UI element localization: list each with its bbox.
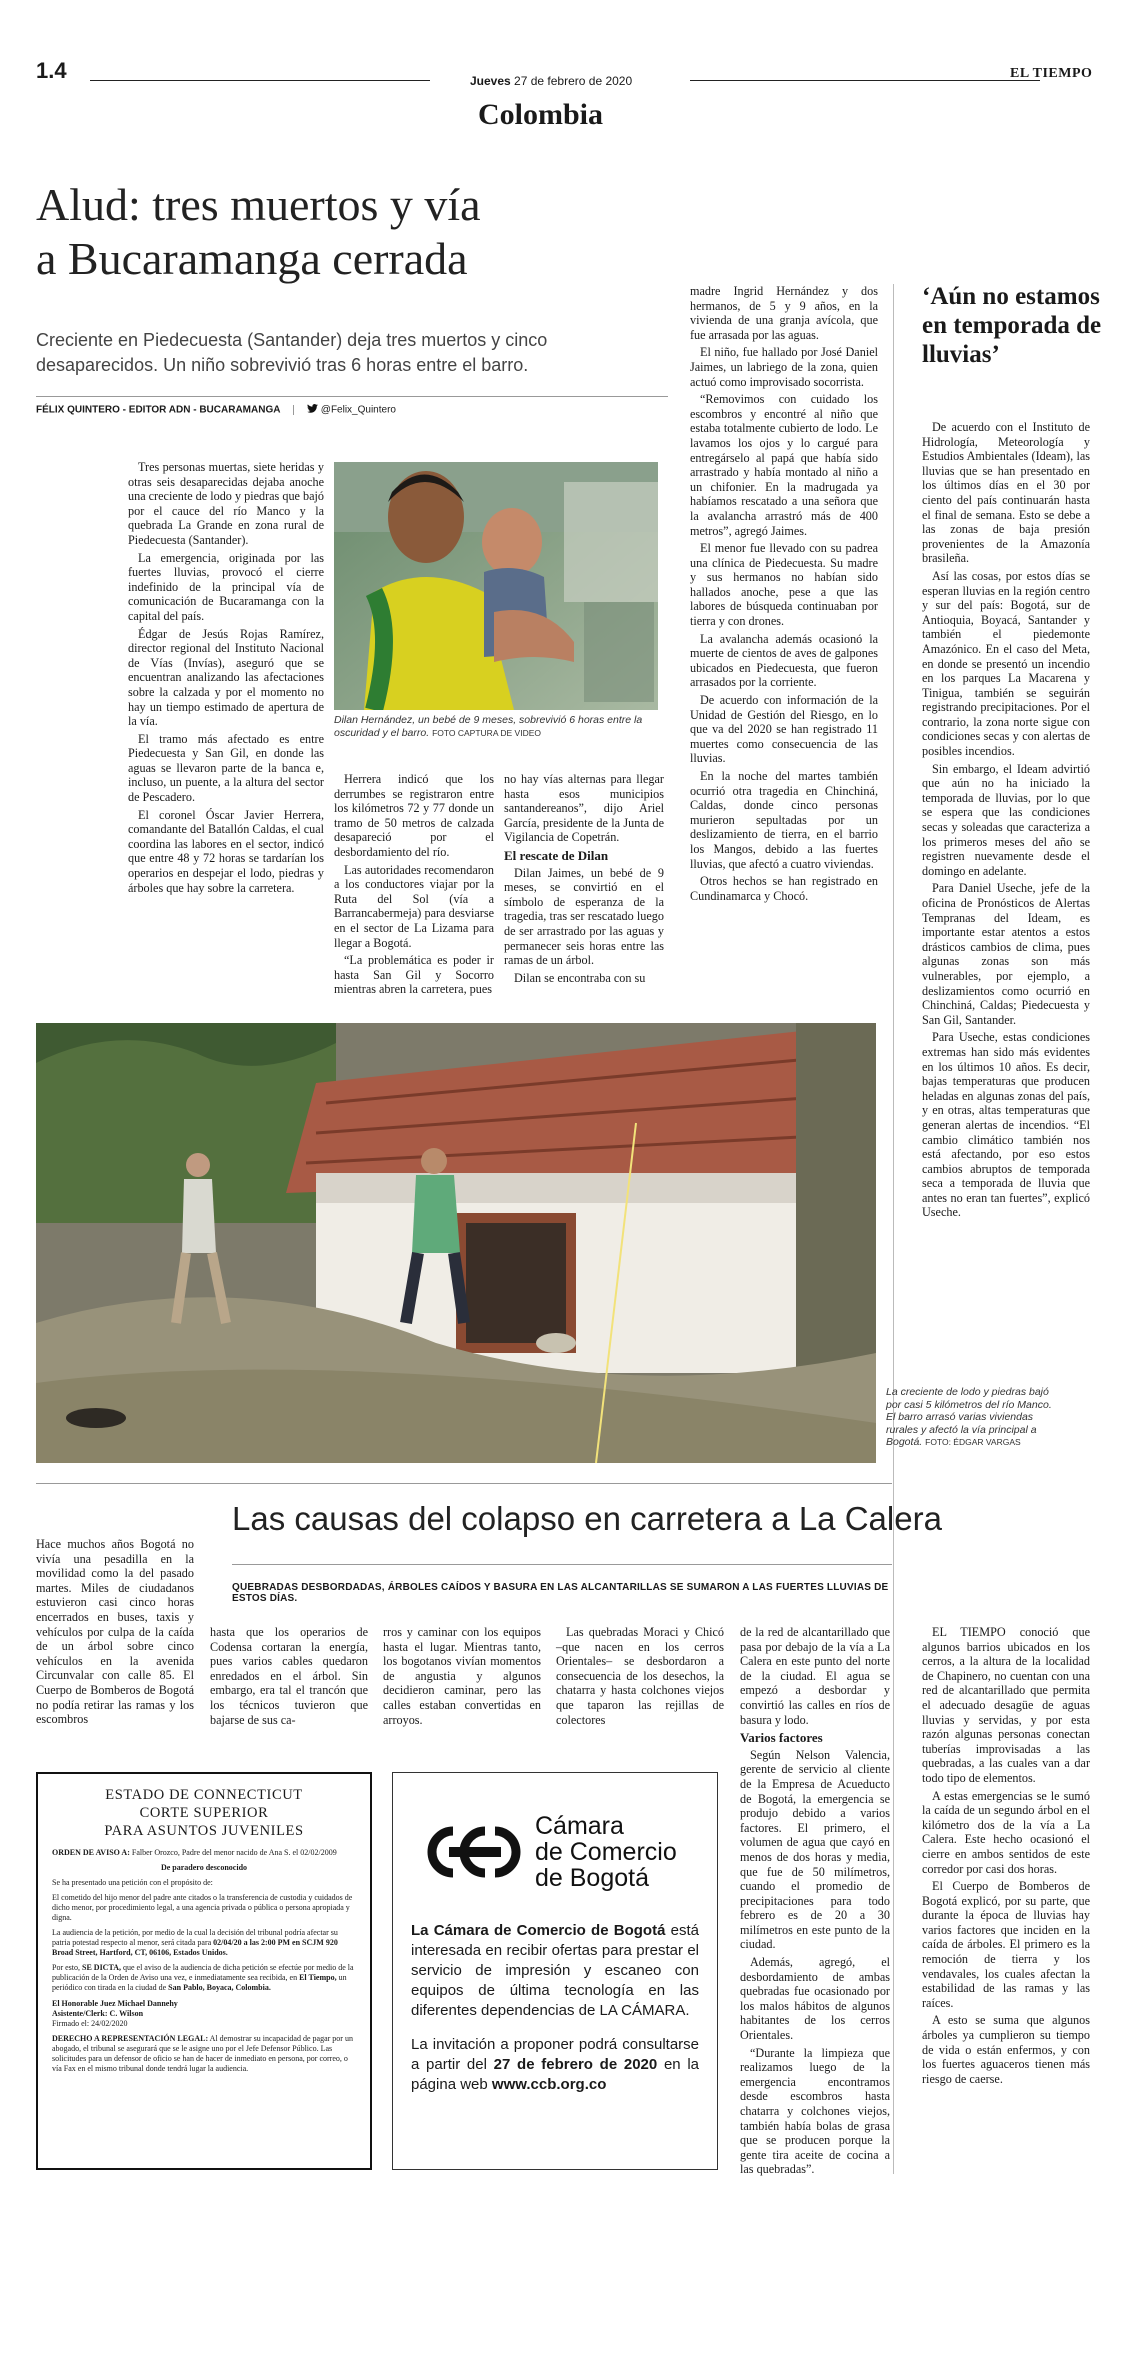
legal-order-label: ORDEN DE AVISO A: xyxy=(52,1848,130,1857)
legal-signatures xyxy=(52,1999,356,2029)
legal-hearing xyxy=(52,1928,356,1958)
legal-text: un periódico con tirada en la ciudad de xyxy=(52,1973,347,1992)
header-rule-left xyxy=(90,80,430,81)
article2-paragraph: de la red de alcantarillado que pasa por debajo de la vía a La Calera en este punto del norte de la ciudad. El agua se empezó a desbordar y convirtió las calles en ríos de basura y lodo. xyxy=(740,1625,890,1727)
legal-rights xyxy=(52,2034,356,2074)
article1-paragraph: El menor fue llevado con su padrea una clínica de Piedecuesta. Su madre y sus hermanos no habían sido hallados anoche, pese a que las labores de búsqueda continuaban por tierra y con drones. xyxy=(690,541,878,629)
article1-paragraph: El coronel Óscar Javier Herrera, comandante del Batallón Caldas, el cual coordina las labores en el sector, indicó que entre 48 y 72 horas se tardarían los operarios en despejar el lodo, piedras y árboles que hay sobre la carretera. xyxy=(128,807,324,895)
headline-line-1: Alud: tres muertos y vía xyxy=(36,179,481,230)
article2-paragraph: hasta que los operarios de Codensa cortaran la energía, pues varios cables quedaron enredados en el árbol. Sin embargo, era tal el trancón que los técnicos tuvieron que bajarse de sus ca- xyxy=(210,1625,368,1727)
article2-paragraph: Según Nelson Valencia, gerente de servicio al cliente de la Empresa de Acueducto de Bogotá, la emergencia se produjo debido a varios factores. El primero, el volumen de agua que cayó en menos de dos horas y media, que fue de 50 milímetros, cuando el promedio de precipitaciones para todo febrero es de 20 a 30 milímetros en este punto de la ciudad. xyxy=(740,1747,890,1952)
sidebar-title: ‘Aún no estamos en temporada de lluvias’ xyxy=(922,283,1102,368)
legal-order xyxy=(52,1848,356,1858)
ccb-logo-line: de Bogotá xyxy=(535,1864,649,1892)
twitter-icon xyxy=(307,404,318,416)
sidebar-paragraph: Para Useche, estas condiciones extremas han sido más evidentes en los últimos 10 años. Es decir, bajas temperaturas que producen heladas en algunas zonas del país, y en otras, altas temperaturas que generan alertas de incendios. “El cambio climático también nos está afectando, por eso estos cambios abruptos de temporada seca a temporada de lluvia que antes no eran tan fuertes”, explicó Useche. xyxy=(922,1030,1090,1220)
article2-headline-rule xyxy=(232,1564,892,1565)
ccb-body-bold: La Cámara de Comercio de Bogotá xyxy=(411,1922,666,1939)
article1-column-1 xyxy=(128,460,324,898)
article2-paragraph: Hace muchos años Bogotá no vivía una pesadilla en la movilidad como la del pasado martes. Miles de ciudadanos estuvieron casi cinco horas encerrados en buses, taxis y vehículos por culpa de la caída de un árbol sobre cinco vehículos en la avenida Circunvalar con calle 85. El Cuerpo de Bomberos de Bogotá no podía retirar las ramas y los escombros xyxy=(36,1537,194,1727)
page-number: 1.4 xyxy=(36,58,67,83)
legal-notice-title xyxy=(52,1786,356,1840)
article1-paragraph: “Removimos con cuidado los escombros y encontré al niño que estaba totalmente cubierto de lodo. Le lavamos los ojos y lo cargué para entregárselo al papá que había sido arrastrado y había montado al niño a un chifonier. En la madrugada ya habíamos rescatado a una señora que la avalancha arrastró más de 400 metros”, agregó Jaimes. xyxy=(690,392,878,538)
article2-paragraph: El Cuerpo de Bomberos de Bogotá explicó, por su parte, que durante la época de lluvias hay varios factores que inciden en la caída de árboles. El primero es la remoción de tierra y los vendavales, los cuales afectan la estabilidad de las ramas y las raíces. xyxy=(922,1879,1090,2010)
factors-subhead: Varios factores xyxy=(740,1730,823,1746)
article1-paragraph: “La problemática es poder ir hasta San Gil y Socorro mientras abren la carretera, pues xyxy=(334,953,494,997)
article1-column-4 xyxy=(690,284,878,906)
photo-dilan-caption xyxy=(334,714,658,739)
legal-whereabouts: De paradero desconocido xyxy=(160,1863,248,1872)
ccb-logo-text xyxy=(535,1813,677,1891)
article2-paragraph: “Durante la limpieza que realizamos luego de la emergencia encontramos desde escombros hasta chatarra y colchones viejos, también había bolas de grasa que se producen porque la gente tira aceite de cocina a las quebradas”. xyxy=(740,2045,890,2177)
legal-text-bold: El Tiempo, xyxy=(299,1973,337,1982)
header-rule-right xyxy=(690,80,1040,81)
legal-rights-label: DERECHO A REPRESENTACIÓN LEGAL: xyxy=(52,2034,209,2043)
ccb-invite-text: en la página web xyxy=(411,2056,700,2093)
ccb-invite-date: 27 de febrero de 2020 xyxy=(493,2056,658,2073)
article1-paragraph: Tres personas muertas, siete heridas y otras seis desaparecidas dejaba anoche una creciente de lodo y piedras que bajó por el cauce del río Manco y la quebrada La Grande en zona rural de Piedecuesta (Santander). xyxy=(128,460,324,547)
article2-top-rule xyxy=(36,1483,892,1484)
legal-paragraph: Se ha presentado una petición con el propósito de: xyxy=(52,1878,213,1887)
photo-mudslide-caption xyxy=(886,1386,1056,1449)
article2-column-1 xyxy=(36,1537,194,1730)
legal-judge: El Honorable Juez Michael Dannehy xyxy=(52,1999,178,2008)
article2-paragraph: A esto se suma que algunos árboles ya cumplieron su tiempo de vida o están enfermos, y con los fuertes aguaceros tienen más riesgo de caerse. xyxy=(922,2013,1090,2086)
ccb-body xyxy=(411,1921,699,2021)
article2-paragraph: EL TIEMPO conoció que algunos barrios ubicados en los cerros, a la altura de la localidad de Chapinero, no cuentan con una red de alcantarillado que permita el adecuado desagüe de aguas lluvias y servidas, y por esta razón algunas personas conectan tuberías improvisadas a las quebradas, a las cuales van a dar todo tipo de elementos. xyxy=(922,1625,1090,1785)
legal-hearing-text: La audiencia de la petición, por medio de la cual la decisión del tribunal podría afectar su patria potestad respecto al menor, será citada para xyxy=(52,1928,338,1947)
legal-clerk: Asistente/Clerk: C. Wilson xyxy=(52,2009,144,2018)
article1-column-2 xyxy=(334,772,494,1000)
article2-paragraph: rros y caminar con los equipos hasta el lugar. Mientras tanto, los bogotanos vivían momentos de angustia y algunos decidieron caminar, pero las calles estaban convertidas en arroyos. xyxy=(383,1625,541,1727)
rescue-subhead: El rescate de Dilan xyxy=(504,847,609,863)
article1-paragraph: Dilan Jaimes, un bebé de 9 meses, se convirtió en el símbolo de esperanza de la tragedia, tras ser rescatado luego de ser arrastrado por las aguas y permanecer seis horas entre las ramas de un árbol. xyxy=(504,865,664,968)
article1-paragraph: El tramo más afectado es entre Piedecuesta y San Gil, en donde las aguas se llevaron parte de la banca e, incluso, un puente, a la altura del sector de Pescadero. xyxy=(128,731,324,805)
ccb-logo-icon xyxy=(425,1823,525,1881)
ccb-body-text: está interesada en recibir ofertas para prestar el servicio de impresión y escaneo con equipos de última tecnología en las diferentes dependencias de LA CÁMARA. xyxy=(411,1922,700,2019)
article2-column-6 xyxy=(922,1625,1090,2089)
article1-paragraph: El niño, fue hallado por José Daniel Jaimes, un labriego de la zona, quien actuó como improvisado socorrista. xyxy=(690,345,878,389)
byline xyxy=(36,404,396,416)
legal-rights-text: Al demostrar su incapacidad de pagar por un abogado, el tribunal se asegurará que se le asigne uno por el Jefe Defensor Público. Las solicitudes para un defensor de oficio se han de hacer de inmediato en persona, por correo, o vía Fax en el mismo tribunal donde tendrá lugar la audiencia. xyxy=(52,2034,353,2073)
legal-notice-body xyxy=(52,1848,356,2074)
photo-mudslide-caption-text: La creciente de lodo y piedras bajó por casi 5 kilómetros del río Manco. El barro arrasó varias viviendas rurales y afectó la vía principal a Bogotá. xyxy=(886,1386,1052,1448)
byline-text: FÉLIX QUINTERO - EDITOR ADN - BUCARAMANGA xyxy=(36,404,281,416)
ccb-logo-line: de Comercio xyxy=(535,1838,677,1866)
photo-dilan-caption-text: Dilan Hernández, un bebé de 9 meses, sobrevivió 6 horas entre la oscuridad y el barro. xyxy=(334,714,643,739)
legal-title-line: PARA ASUNTOS JUVENILES xyxy=(104,1823,304,1839)
ccb-invite xyxy=(411,2035,699,2095)
paper-name: EL TIEMPO xyxy=(1010,66,1093,81)
article2-column-5 xyxy=(740,1625,890,2180)
sidebar-paragraph: De acuerdo con el Instituto de Hidrología, Meteorología y Estudios Ambientales (Ideam), las lluvias que se han presentado en los últimos días en el 30 por ciento del país continuarán hasta el final de semana. Esto se debe a las zonas de baja presión provenientes de la Amazonía brasileña. xyxy=(922,420,1090,566)
ccb-logo xyxy=(425,1813,699,1891)
sidebar-paragraph: Para Daniel Useche, jefe de la oficina de Pronósticos de Alertas Tempranas del Ideam, es importante estar atentos a estos drásticos cambios de clima, pues algunas zonas son más vulnerables, por ejemplo, a deslizamientos como ocurrió en Chinchiná, Caldas; Piedecuesta y San Gil, Santander. xyxy=(922,881,1090,1027)
column-divider xyxy=(893,284,894,2174)
article1-paragraph: La avalancha además ocasionó la muerte de cientos de aves de galpones ubicados en Piedecuesta, que fueron arrasados por la corriente. xyxy=(690,631,878,690)
article1-paragraph: Otros hechos se han registrado en Cundinamarca y Chocó. xyxy=(690,874,878,903)
article2-column-2 xyxy=(210,1625,368,1730)
article2-headline: Las causas del colapso en carretera a La Calera xyxy=(232,1500,942,1537)
byline-separator xyxy=(293,405,294,415)
article1-paragraph: Édgar de Jesús Rojas Ramírez, director regional del Instituto Nacional de Vías (Invías), aseguró que se encuentran analizando las afectaciones sobre la calzada y por el momento no hay un tiempo estimado de apertura de la vía. xyxy=(128,626,324,729)
photo-mudslide-credit: FOTO: ÉDGAR VARGAS xyxy=(925,1437,1021,1447)
header-day: Jueves xyxy=(470,74,511,88)
article2-paragraph: Las quebradas Moraci y Chicó –que nacen en los cerros Orientales– se desbordaron a consecuencia de los desechos, la chatarra y hasta colchones viejos que taparon las rejillas de colectores xyxy=(556,1625,724,1727)
article1-paragraph: Las autoridades recomendaron a los conductores viajar por la Ruta del Sol (vía a Barrancabermeja) para desviarse en el sector de La Lizama para llegar a Bogotá. xyxy=(334,862,494,950)
headline xyxy=(36,178,481,286)
article1-paragraph: madre Ingrid Hernández y dos hermanos, de 5 y 9 años, en la vivienda de una granja avícola, que fue arrasada por las aguas. xyxy=(690,284,878,342)
legal-text: que el aviso de la audiencia de dicha petición se efectúe por medio de la publicación de la Orden de Aviso una vez, e inmediatamente sea recibida, en xyxy=(52,1963,354,1982)
article1-paragraph: De acuerdo con información de la Unidad de Gestión del Riesgo, en lo que va del 2020 se han registrado 11 muertes como consecuencia de las lluvias. xyxy=(690,693,878,766)
legal-text: Por esto, xyxy=(52,1963,80,1972)
article2-paragraph: Además, agregó, el desbordamiento de ambas quebradas fue ocasionado por los malos hábitos de algunos habitantes de los cerros Orientales. xyxy=(740,1955,890,2043)
article1-paragraph: no hay vías alternas para llegar hasta esos municipios santandereanos”, dijo Ariel García, presidente de la Junta de Vigilancia de Copetrán. xyxy=(504,772,664,845)
header-date-text: 27 de febrero de 2020 xyxy=(514,74,633,88)
section-title: Colombia xyxy=(478,98,604,131)
twitter-handle[interactable]: @Felix_Quintero xyxy=(320,404,396,416)
legal-title-line: ESTADO DE CONNECTICUT xyxy=(105,1787,303,1803)
article1-paragraph: En la noche del martes también ocurrió otra tragedia en Chinchiná, Caldas, donde cinco personas murieron sepultadas por un deslizamiento de tierra, en el barrio los Mangos, debido a las fuertes lluvias, que afectó a cuatro viviendas. xyxy=(690,769,878,871)
article2-paragraph: A estas emergencias se le sumó la caída de un segundo árbol en el kilómetro dos de la vía a La Calera. Este hecho ocasionó el cierre en ambos sentidos de este corredor por casi dos horas. xyxy=(922,1788,1090,1876)
legal-text-bold: San Pablo, Boyaca, Colombia. xyxy=(168,1983,271,1992)
ccb-invite-text: La invitación a proponer podrá consultarse a partir del xyxy=(411,2036,699,2073)
article1-paragraph: Herrera indicó que los derrumbes se registraron entre los kilómetros 72 y 77 donde un tramo de 50 metros de calzada desapareció por el desbordamiento del río. xyxy=(334,772,494,859)
sidebar-paragraph: Sin embargo, el Ideam advirtió que aún no ha iniciado la temporada de lluvias, por lo que se espera que las condiciones secas y soleadas que caracteriza a los primeros meses del año se registren nuevamente desde el domingo en adelante. xyxy=(922,761,1090,878)
header-date xyxy=(470,74,632,88)
legal-title-line: CORTE SUPERIOR xyxy=(139,1805,269,1821)
legal-order-text: Falber Orozco, Padre del menor nacido de Ana S. el 02/02/2009 xyxy=(131,1848,337,1857)
article2-column-4 xyxy=(556,1625,724,1730)
legal-notice xyxy=(36,1772,372,2170)
photo-mudslide xyxy=(36,1023,876,1463)
photo-dilan-credit: FOTO CAPTURA DE VIDEO xyxy=(432,727,542,738)
sidebar-body xyxy=(922,420,1090,1223)
ccb-logo-line: Cámara xyxy=(535,1812,624,1840)
photo-dilan xyxy=(334,462,658,710)
article2-column-3 xyxy=(383,1625,541,1730)
article1-column-3 xyxy=(504,772,664,988)
legal-order-publication xyxy=(52,1963,356,1993)
legal-signed: Firmado el: 24/02/2020 xyxy=(52,2019,128,2028)
legal-paragraph: El cometido del hijo menor del padre ante citados o la transferencia de custodia y cuidados de dicho menor, por procedimiento legal, a una agencia privada o pública o persona apropiada y digna. xyxy=(52,1893,353,1922)
ccb-website-link[interactable]: www.ccb.org.co xyxy=(491,2076,607,2093)
byline-rule xyxy=(36,396,668,397)
legal-text-bold: SE DICTA, xyxy=(82,1963,121,1972)
headline-line-2: a Bucaramanga cerrada xyxy=(36,233,468,284)
article1-paragraph: La emergencia, originada por las fuertes lluvias, provocó el cierre indefinido de la principal vía de comunicación de Bucaramanga con la capital del país. xyxy=(128,550,324,623)
dek: Creciente en Piedecuesta (Santander) deja tres muertos y cinco desaparecidos. Un niño sobrevivió tras 6 horas entre el barro. xyxy=(36,330,548,375)
legal-hearing-date: 02/04/20 a las 2:00 PM en SCJM 920 Broad Street, Hartford, CT, 06106, Estados Unidos. xyxy=(52,1938,338,1957)
sidebar-paragraph: Así las cosas, por estos días se esperan lluvias en la región centro y sur del país: Bogotá, sur de Antioquia, Boyacá, Santander y también el piedemonte Amazónico. En el caso del Meta, en donde se presentó un incendio en los parques La Macarena y Tinigua, también se seguirán registrando precipitaciones. Por el contrario, la zona norte sigue con condiciones secas y con alertas de posibles incendios. xyxy=(922,568,1090,759)
ccb-ad xyxy=(392,1772,718,2170)
article1-paragraph: Dilan se encontraba con su xyxy=(514,970,646,985)
article2-kicker: QUEBRADAS DESBORDADAS, ÁRBOLES CAÍDOS Y BASURA EN LAS ALCANTARILLAS SE SUMARON A LAS FUERTES LLUVIAS DE ESTOS DÍAS. xyxy=(232,1582,889,1604)
